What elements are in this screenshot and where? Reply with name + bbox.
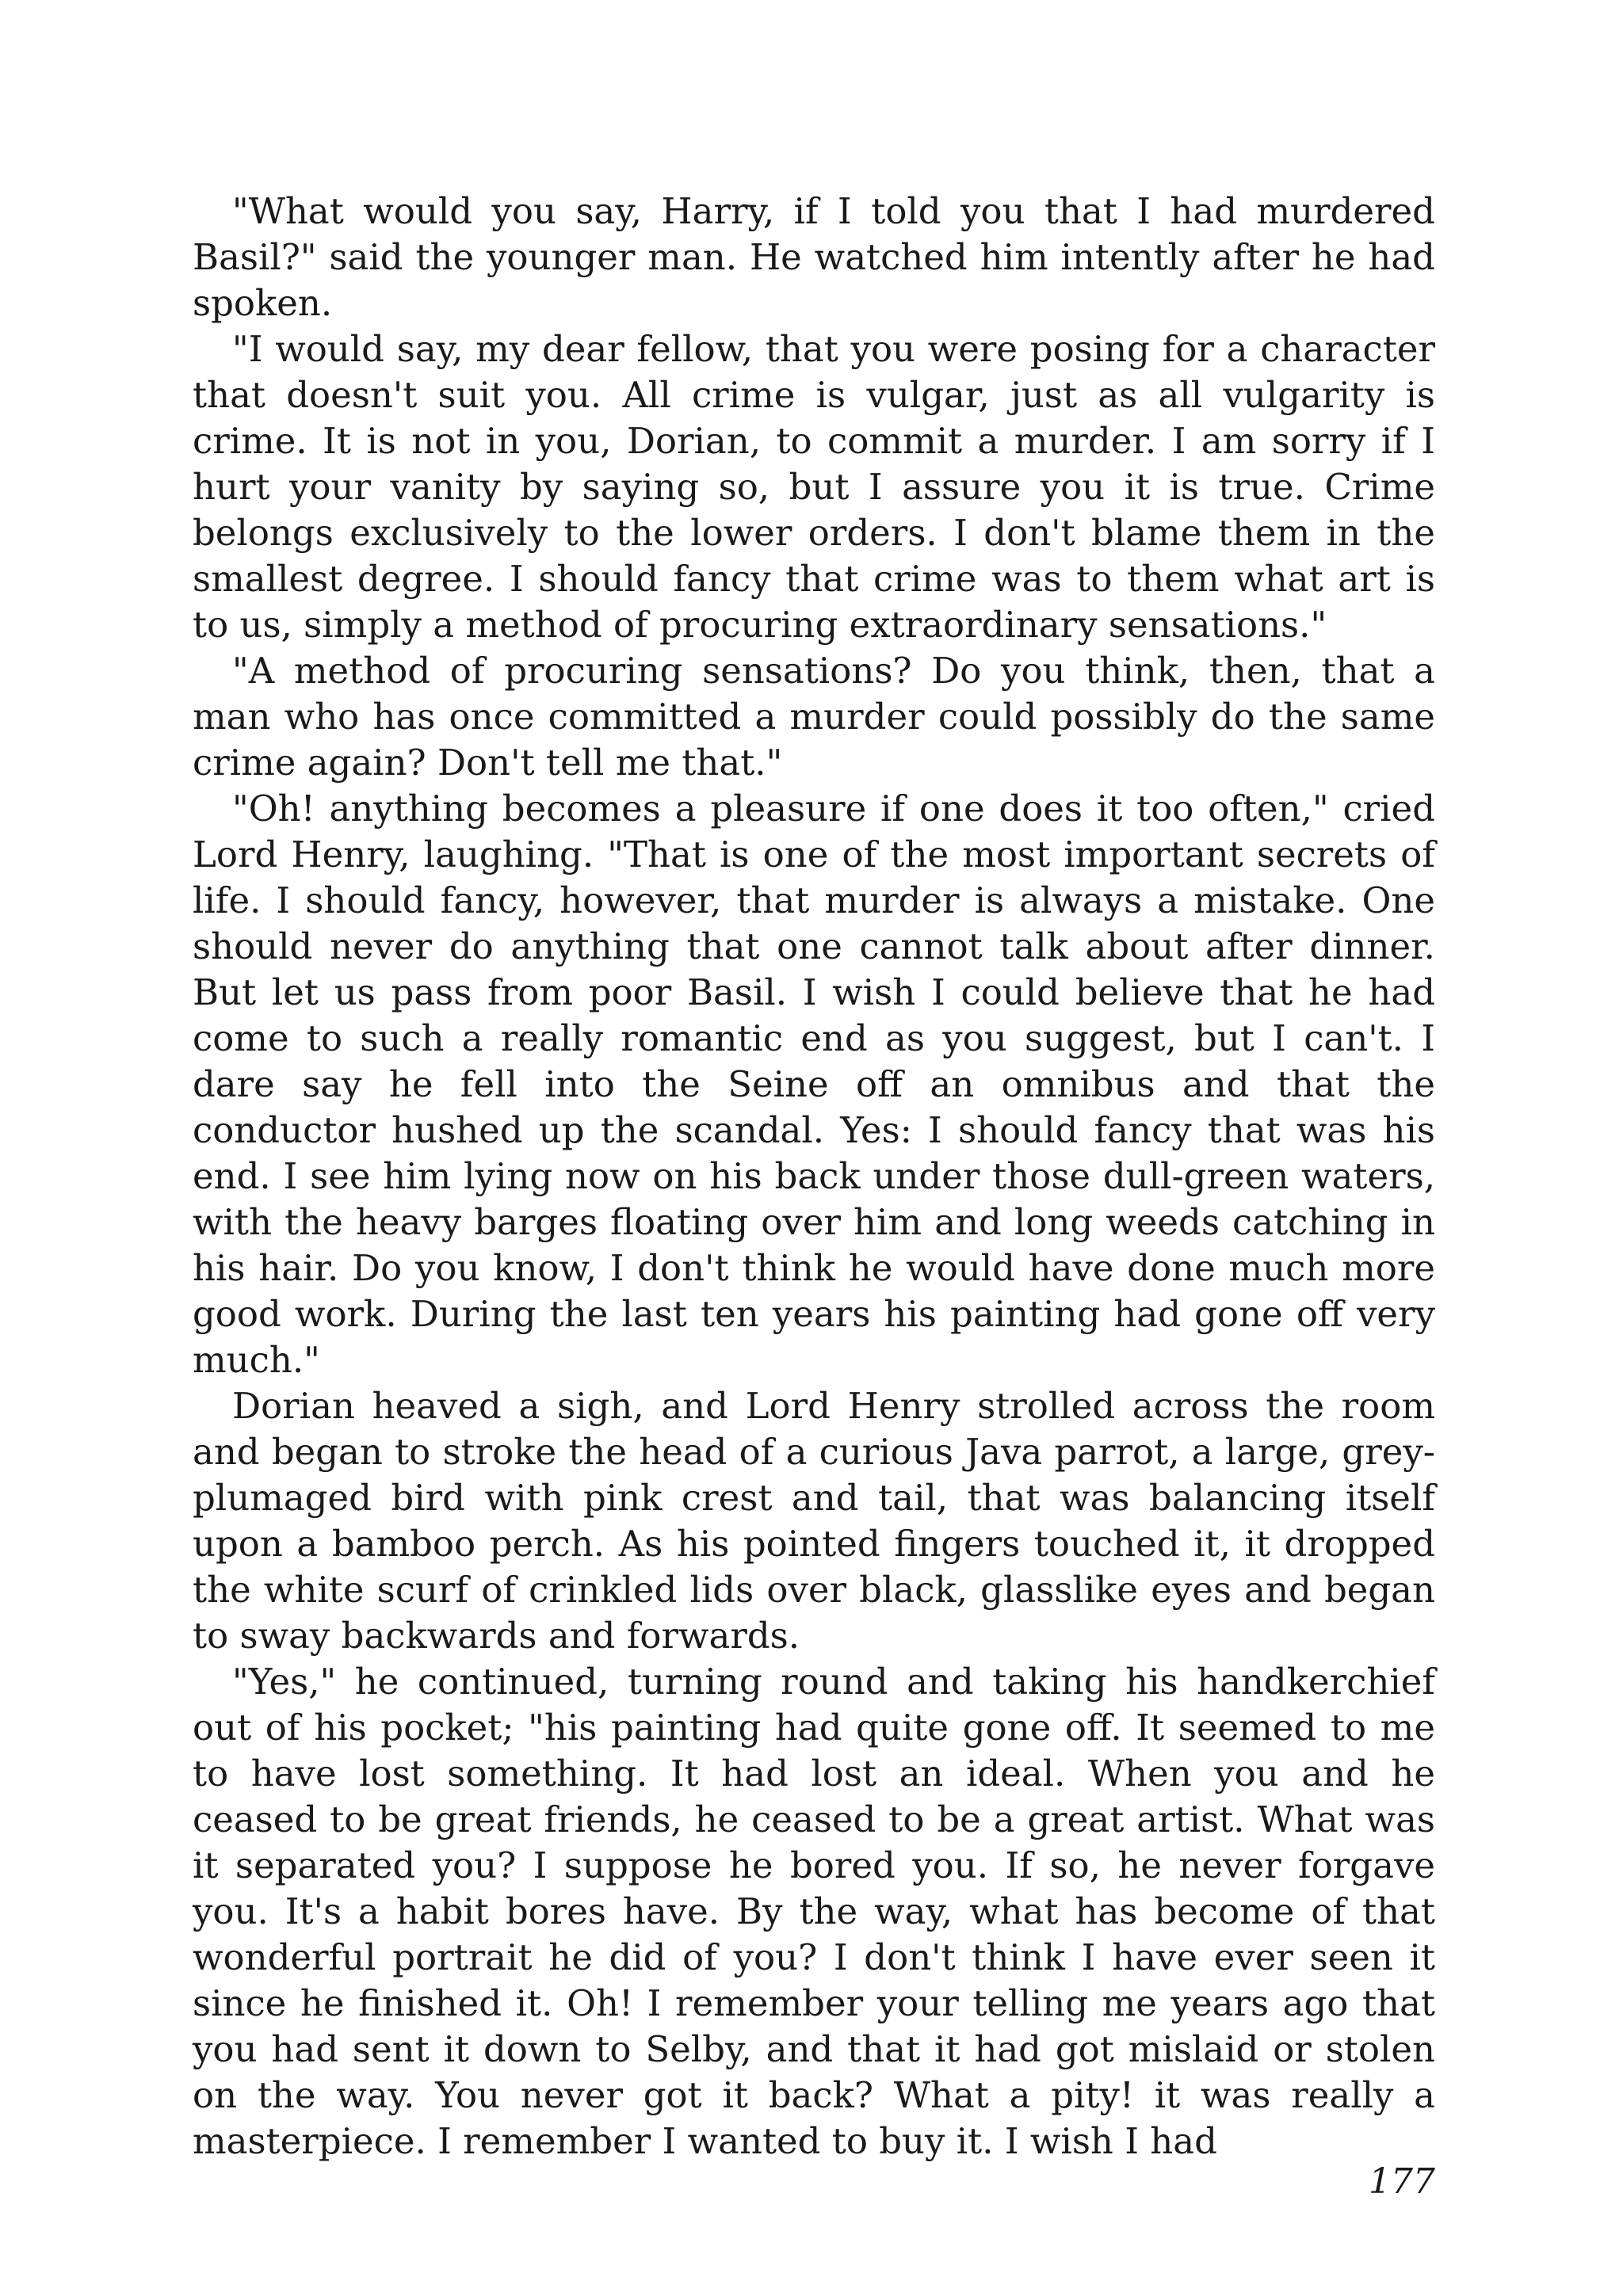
paragraph: "A method of procuring sensations? Do you think, then, that a man who has once committed a murder could possibly do the same crime again? Don't tell me that." — [193, 650, 1435, 784]
paragraph: "I would say, my dear fellow, that you were posing for a character that doesn't suit you. All crime is vulgar, just as all vulgarity is crime. It is not in you, Dorian, to commit a murder. I am sorry if I hurt your vanity by saying so, but I assure you it is true. Crime belongs exclusively to the lower orders. I don't blame them in the smallest degree. I should fancy that crime was to them what art is to us, simply a method of procuring extraordinary sensations." — [193, 328, 1435, 646]
body-text — [193, 189, 1435, 2164]
paragraph: Dorian heaved a sigh, and Lord Henry strolled across the room and began to stroke the head of a curious Java parrot, a large, grey-plumaged bird with pink crest and tail, that was balancing itself upon a bamboo perch. As his pointed fingers touched it, it dropped the white scurf of crinkled lids over black, glasslike eyes and began to sway backwards and forwards. — [193, 1385, 1435, 1657]
paragraph: "Oh! anything becomes a pleasure if one does it too often," cried Lord Henry, laughing. "That is one of the most important secrets of life. I should fancy, however, that murder is always a mistake. One should never do anything that one cannot talk about after dinner. But let us pass from poor Basil. I wish I could believe that he had come to such a really romantic end as you suggest, but I can't. I dare say he fell into the Seine off an omnibus and that the conductor hushed up the scandal. Yes: I should fancy that was his end. I see him lying now on his back under those dull-green waters, with the heavy barges floating over him and long weeds catching in his hair. Do you know, I don't think he would have done much more good work. During the last ten years his painting had gone off very much." — [193, 788, 1435, 1381]
paragraph: "Yes," he continued, turning round and taking his handkerchief out of his pocket; "his painting had quite gone off. It seemed to me to have lost something. It had lost an ideal. When you and he ceased to be great friends, he ceased to be a great artist. What was it separated you? I suppose he bored you. If so, he never forgave you. It's a habit bores have. By the way, what has become of that wonderful portrait he did of you? I don't think I have ever seen it since he finished it. Oh! I remember your telling me years ago that you had sent it down to Selby, and that it had got mislaid or stolen on the way. You never got it back? What a pity! it was really a masterpiece. I remember I wanted to buy it. I wish I had — [193, 1661, 1435, 2162]
paragraph: "What would you say, Harry, if I told you that I had murdered Basil?" said the younger man. He watched him intently after he had spoken. — [193, 190, 1435, 324]
page-number: 177 — [1369, 2161, 1435, 2202]
